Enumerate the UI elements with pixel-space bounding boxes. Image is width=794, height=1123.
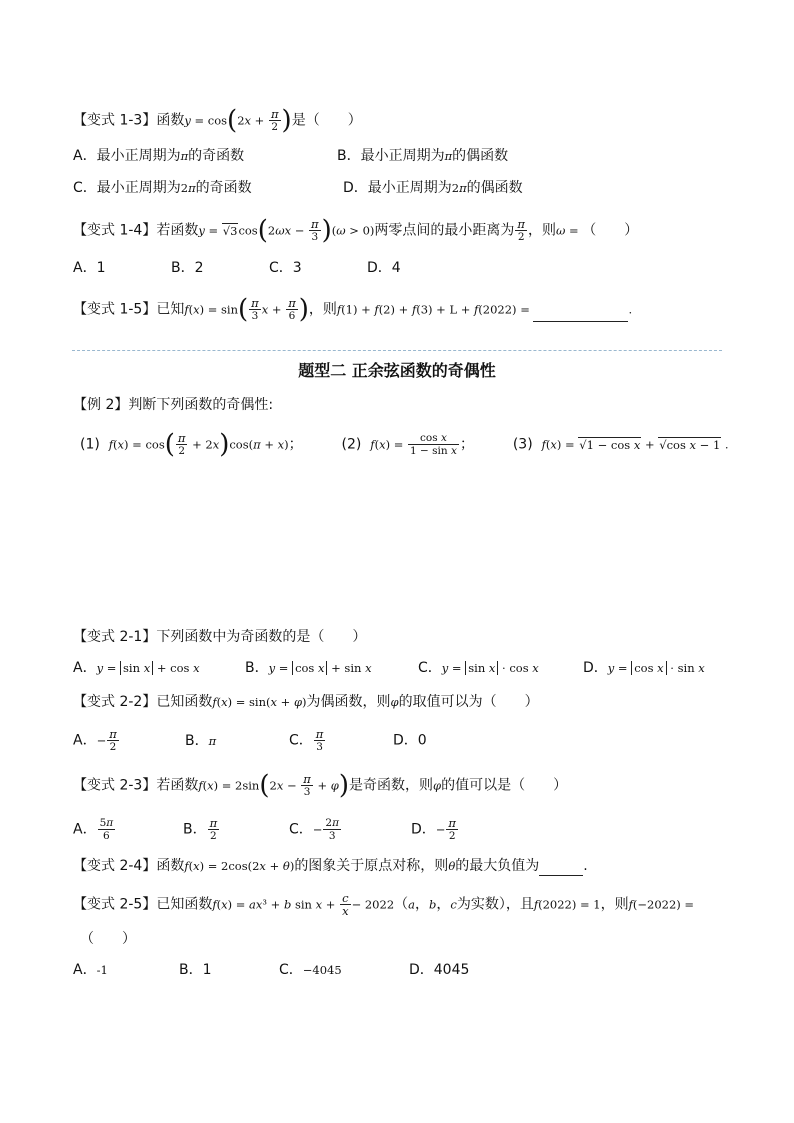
- question-2-4: 【变式 2-4】函数f(x) = 2cos(2x + θ)的图象关于原点对称，则θ的最大负值为 .: [73, 858, 588, 874]
- section-divider: [72, 350, 722, 351]
- options-2-1: A．y = sin x + cos x B．y = cos x + sin x C．y = sin x · cos x D．y = cos x · sin x: [73, 660, 705, 676]
- question-1-3: 【变式 1-3】函数y = cos(2x + $\frac{\pi}{2}$ )是（ ）: [73, 105, 362, 136]
- options-2-5: A．-1 B．1 C．−4045 D．4045: [73, 962, 470, 978]
- example-2: 【例 2】判断下列函数的奇偶性:: [73, 397, 274, 413]
- option-d: D．最小正周期为2π的偶函数: [343, 180, 523, 196]
- options-2-3: A． $\frac{5\pi}{6}$ B． $\frac{\pi}{2}$ C．− $\frac{2\pi}{3}$ D．− $\frac{\pi}{2}$: [73, 816, 456, 842]
- option-a: A．最小正周期为π的奇函数: [73, 148, 245, 164]
- section-title: 题型二 正余弦函数的奇偶性: [298, 361, 496, 380]
- question-2-1: 【变式 2-1】下列函数中为奇函数的是（ ）: [73, 629, 367, 645]
- question-1-4: 【变式 1-4】若函数y = √3cos(2ωx − $\frac{\pi}{3}$ )(ω > 0)两零点间的最小距离为 $\frac{\pi}{2}$ ，则ω = （ ）: [73, 215, 639, 246]
- question-1-5: 【变式 1-5】已知f(x) = sin( $\frac{\pi}{3}$ x + $\frac{\pi}{6}$ )，则f(1) + f(2) + f(3) + L + f(2022) = .: [73, 294, 633, 325]
- question-2-5-paren: （ ）: [80, 931, 136, 947]
- option-c: C．最小正周期为2π的奇函数: [73, 180, 252, 196]
- question-tag: 【变式 1-3】: [73, 112, 157, 129]
- question-2-3: 【变式 2-3】若函数f(x) = 2sin(2x − $\frac{\pi}{3}$ + φ)是奇函数，则φ的值可以是（ ）: [73, 770, 568, 801]
- question-2-2: 【变式 2-2】已知函数f(x) = sin(x + φ)为偶函数，则φ的取值可以为（ ）: [73, 694, 539, 710]
- question-2-5: 【变式 2-5】已知函数f(x) = ax³ + b sin x + $\frac{c}{x}$ − 2022（a，b，c为实数），且f(2022) = 1，则f(−2022) =: [73, 891, 695, 918]
- options-2-2: A．− $\frac{\pi}{2}$ B．π C． $\frac{\pi}{3}$ D．0: [73, 727, 427, 753]
- example-2-items: (1) f(x) = cos( $\frac{\pi}{2}$ + 2x)cos(π + x)； (2) f(x) = $\frac{\text{cos x}}{\text{1 − sin x}}$ ； (3) f(x) = √1 − cos x + √cos x − 1 .: [80, 429, 729, 460]
- formula: y: [184, 113, 191, 128]
- option-b: B．最小正周期为π的偶函数: [337, 148, 509, 164]
- options-1-4: A．1 B．2 C．3 D．4: [73, 260, 401, 276]
